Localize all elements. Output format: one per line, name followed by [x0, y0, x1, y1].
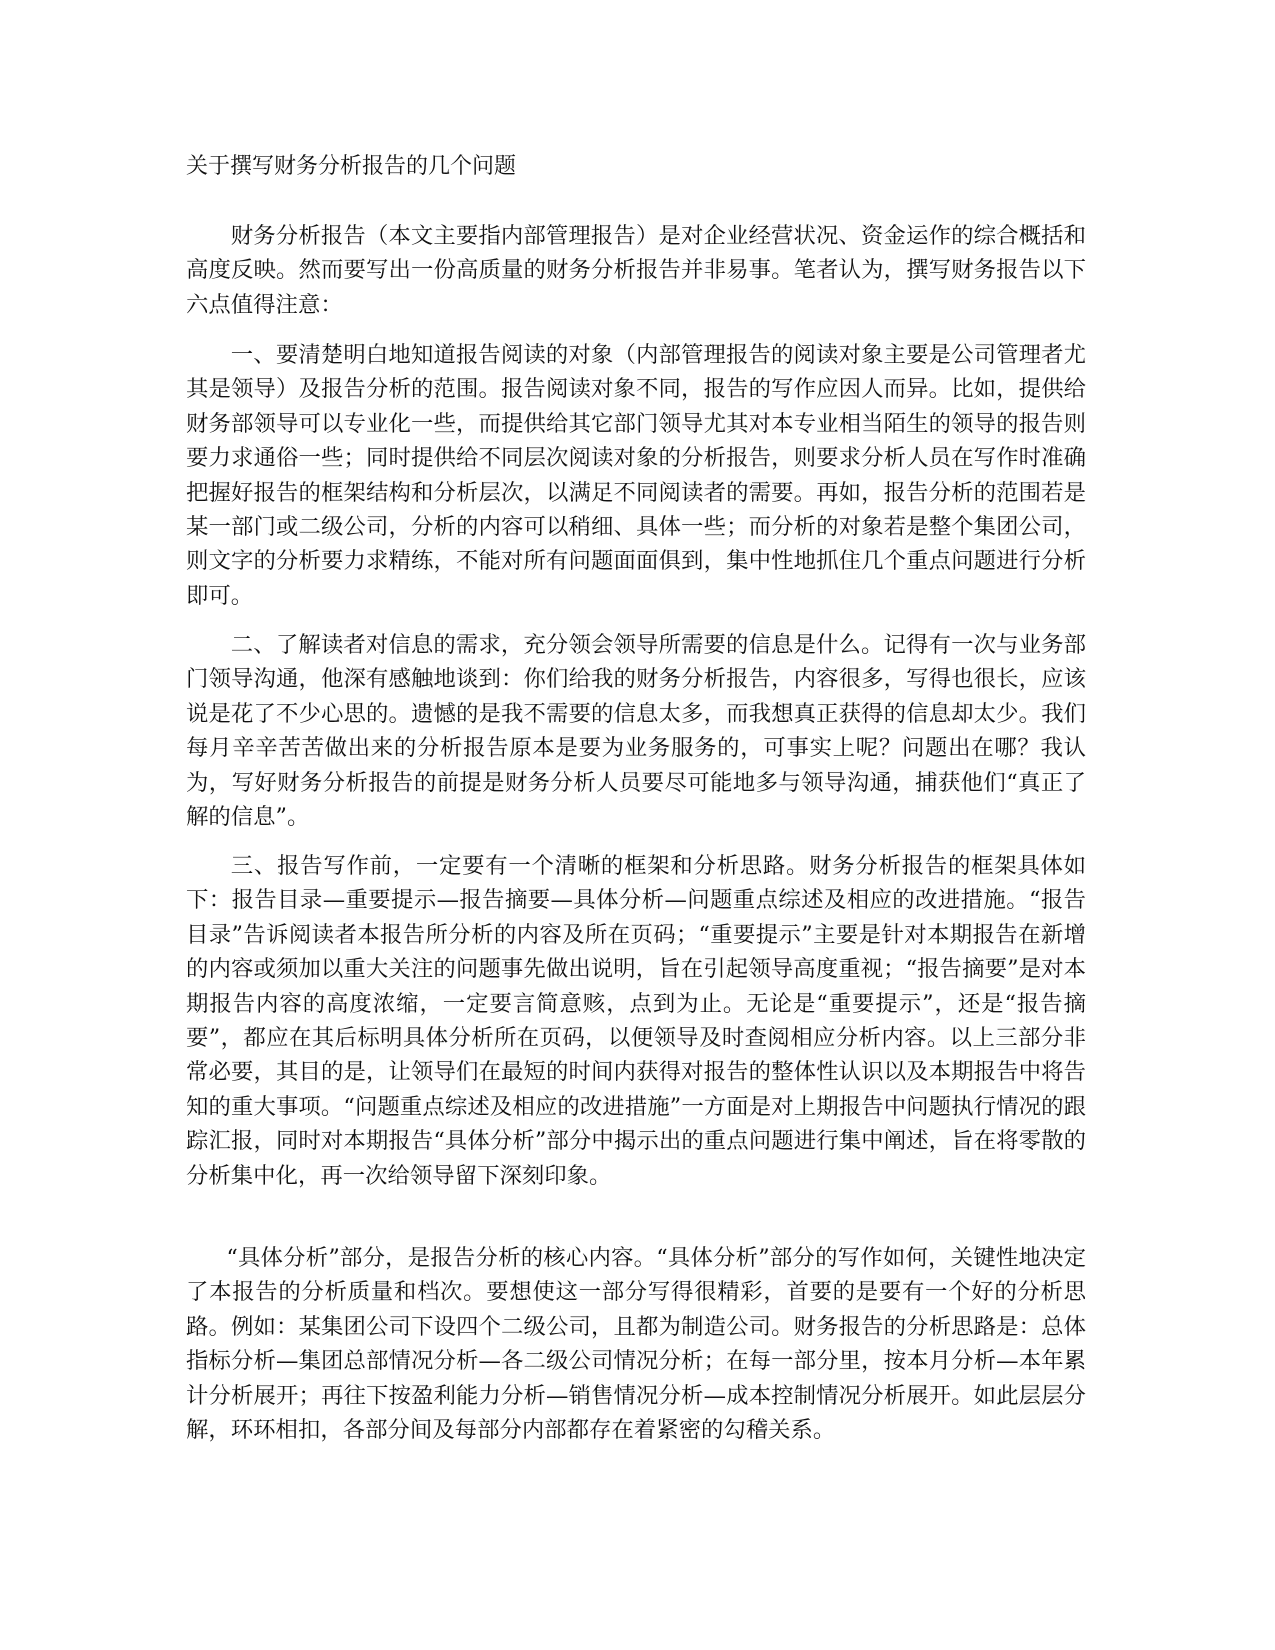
paragraph-intro: 财务分析报告（本文主要指内部管理报告）是对企业经营状况、资金运作的综合概括和高度反映。然而要写出一份高质量的财务分析报告并非易事。笔者认为，撰写财务报告以下六点值得注意：: [186, 223, 1086, 318]
paragraph-specific-analysis: “具体分析”部分，是报告分析的核心内容。“具体分析”部分的写作如何，关键性地决定了本报告的分析质量和档次。要想使这一部分写得很精彩，首要的是要有一个好的分析思路。例如：某集团公司下设四个二级公司，且都为制造公司。财务报告的分析思路是：总体指标分析—集团总部情况分析—各二级公司情况分析；在每一部分里，按本月分析—本年累计分析展开；再往下按盈利能力分析—销售情况分析—成本控制情况分析展开。如此层层分解，环环相扣，各部分间及每部分内部都存在着紧密的勾稽关系。: [186, 1245, 1086, 1444]
document-title: 关于撰写财务分析报告的几个问题: [186, 154, 517, 179]
paragraph-point-one: 一、要清楚明白地知道报告阅读的对象（内部管理报告的阅读对象主要是公司管理者尤其是领导）及报告分析的范围。报告阅读对象不同，报告的写作应因人而异。比如，提供给财务部领导可以专业化一些，而提供给其它部门领导尤其对本专业相当陌生的领导的报告则要力求通俗一些；同时提供给不同层次阅读对象的分析报告，则要求分析人员在写作时准确把握好报告的框架结构和分析层次，以满足不同阅读者的需要。再如，报告分析的范围若是某一部门或二级公司，分析的内容可以稍细、具体一些；而分析的对象若是整个集团公司，则文字的分析要力求精练，不能对所有问题面面俱到，集中性地抓住几个重点问题进行分析即可。: [186, 342, 1086, 609]
paragraph-point-two: 二、了解读者对信息的需求，充分领会领导所需要的信息是什么。记得有一次与业务部门领导沟通，他深有感触地谈到：你们给我的财务分析报告，内容很多，写得也很长，应该说是花了不少心思的。遗憾的是我不需要的信息太多，而我想真正获得的信息却太少。我们每月辛辛苦苦做出来的分析报告原本是要为业务服务的，可事实上呢？问题出在哪？我认为，写好财务分析报告的前提是财务分析人员要尽可能地多与领导沟通，捕获他们“真正了解的信息”。: [186, 632, 1086, 831]
paragraph-point-three: 三、报告写作前，一定要有一个清晰的框架和分析思路。财务分析报告的框架具体如下：报告目录—重要提示—报告摘要—具体分析—问题重点综述及相应的改进措施。“报告目录”告诉阅读者本报告所分析的内容及所在页码；“重要提示”主要是针对本期报告在新增的内容或须加以重大关注的问题事先做出说明，旨在引起领导高度重视；“报告摘要”是对本期报告内容的高度浓缩，一定要言简意赅，点到为止。无论是“重要提示”，还是“报告摘要”，都应在其后标明具体分析所在页码，以便领导及时查阅相应分析内容。以上三部分非常必要，其目的是，让领导们在最短的时间内获得对报告的整体性认识以及本期报告中将告知的重大事项。“问题重点综述及相应的改进措施”一方面是对上期报告中问题执行情况的跟踪汇报，同时对本期报告“具体分析”部分中揭示出的重点问题进行集中阐述，旨在将零散的分析集中化，再一次给领导留下深刻印象。: [186, 853, 1086, 1189]
